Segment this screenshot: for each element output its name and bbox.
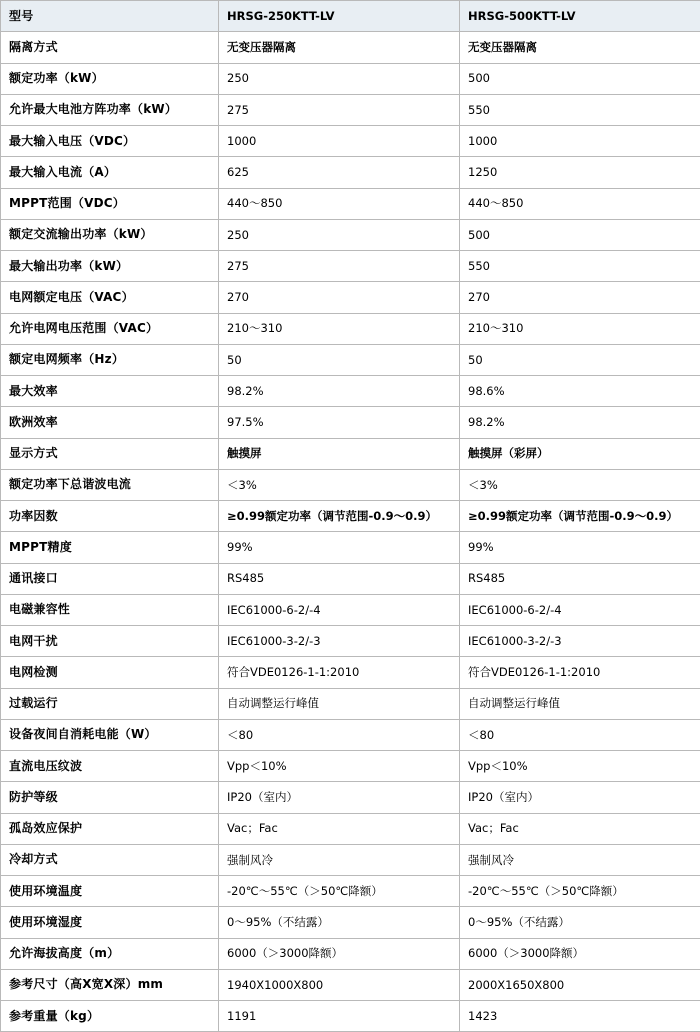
row-label: 防护等级	[1, 782, 219, 813]
row-value-model-2: 550	[460, 251, 700, 282]
table-row	[1, 969, 700, 1000]
row-label: MPPT范围（VDC）	[1, 188, 219, 219]
row-label: 电网干扰	[1, 626, 219, 657]
table-row	[1, 438, 700, 469]
row-value-model-2: 0～95%（不结露）	[460, 907, 700, 938]
row-value-model-1: ＜80	[219, 719, 460, 750]
row-value-model-1: -20℃～55℃（＞50℃降额）	[219, 876, 460, 907]
table-row	[1, 344, 700, 375]
table-row	[1, 719, 700, 750]
row-value-model-2: RS485	[460, 563, 700, 594]
row-value-model-2: 无变压器隔离	[460, 32, 700, 63]
row-value-model-2: 550	[460, 94, 700, 125]
table-row	[1, 563, 700, 594]
table-row	[1, 32, 700, 63]
table-row	[1, 532, 700, 563]
row-value-model-1: 250	[219, 63, 460, 94]
row-value-model-2: 1423	[460, 1001, 700, 1032]
row-label: 允许电网电压范围（VAC）	[1, 313, 219, 344]
row-value-model-2: 500	[460, 219, 700, 250]
row-label: 额定功率（kW）	[1, 63, 219, 94]
table-body	[1, 1, 700, 1032]
row-value-model-1: IEC61000-3-2/-3	[219, 626, 460, 657]
table-row	[1, 813, 700, 844]
row-label: 额定功率下总谐波电流	[1, 469, 219, 500]
row-label: 欧洲效率	[1, 407, 219, 438]
table-row	[1, 1001, 700, 1032]
row-label: 允许最大电池方阵功率（kW）	[1, 94, 219, 125]
table-row	[1, 907, 700, 938]
row-value-model-2: 98.2%	[460, 407, 700, 438]
row-label: 参考重量（kg）	[1, 1001, 219, 1032]
row-value-model-2: HRSG-500KTT-LV	[460, 1, 700, 32]
table-row	[1, 782, 700, 813]
table-row	[1, 938, 700, 969]
row-value-model-2: Vac；Fac	[460, 813, 700, 844]
table-row	[1, 469, 700, 500]
row-value-model-1: 6000（＞3000降额）	[219, 938, 460, 969]
table-row	[1, 626, 700, 657]
row-label: 隔离方式	[1, 32, 219, 63]
row-value-model-1: 符合VDE0126-1-1:2010	[219, 657, 460, 688]
row-value-model-2: 1250	[460, 157, 700, 188]
row-value-model-2: 500	[460, 63, 700, 94]
row-value-model-2: 触摸屏（彩屏）	[460, 438, 700, 469]
row-value-model-2: 210～310	[460, 313, 700, 344]
row-value-model-1: 97.5%	[219, 407, 460, 438]
row-label: 显示方式	[1, 438, 219, 469]
row-value-model-1: 1000	[219, 126, 460, 157]
row-value-model-2: ≥0.99额定功率（调节范围-0.9～0.9）	[460, 501, 700, 532]
table-row	[1, 1, 700, 32]
table-row	[1, 688, 700, 719]
row-label: 电磁兼容性	[1, 594, 219, 625]
row-value-model-1: 自动调整运行峰值	[219, 688, 460, 719]
row-value-model-2: 6000（＞3000降额）	[460, 938, 700, 969]
table-row	[1, 157, 700, 188]
row-value-model-2: IP20（室内）	[460, 782, 700, 813]
row-value-model-1: HRSG-250KTT-LV	[219, 1, 460, 32]
row-value-model-2: 99%	[460, 532, 700, 563]
row-value-model-2: 2000X1650X800	[460, 969, 700, 1000]
row-value-model-2: 440～850	[460, 188, 700, 219]
table-row	[1, 407, 700, 438]
row-value-model-1: 270	[219, 282, 460, 313]
row-label: 设备夜间自消耗电能（W）	[1, 719, 219, 750]
table-row	[1, 63, 700, 94]
row-value-model-2: 符合VDE0126-1-1:2010	[460, 657, 700, 688]
row-value-model-1: 50	[219, 344, 460, 375]
row-label: 电网检测	[1, 657, 219, 688]
table-row	[1, 219, 700, 250]
row-value-model-2: -20℃～55℃（＞50℃降额）	[460, 876, 700, 907]
table-row	[1, 844, 700, 875]
row-value-model-1: 无变压器隔离	[219, 32, 460, 63]
table-row	[1, 376, 700, 407]
table-row	[1, 188, 700, 219]
row-value-model-1: 210～310	[219, 313, 460, 344]
row-value-model-1: Vpp＜10%	[219, 751, 460, 782]
row-value-model-1: 0～95%（不结露）	[219, 907, 460, 938]
row-value-model-1: IP20（室内）	[219, 782, 460, 813]
table-row	[1, 313, 700, 344]
row-value-model-1: ≥0.99额定功率（调节范围-0.9～0.9）	[219, 501, 460, 532]
row-value-model-2: 自动调整运行峰值	[460, 688, 700, 719]
row-label: 最大输入电压（VDC）	[1, 126, 219, 157]
row-value-model-1: 250	[219, 219, 460, 250]
row-value-model-1: 440～850	[219, 188, 460, 219]
row-label: 使用环境湿度	[1, 907, 219, 938]
table-row	[1, 501, 700, 532]
table-row	[1, 94, 700, 125]
row-value-model-1: 触摸屏	[219, 438, 460, 469]
row-label: 额定交流输出功率（kW）	[1, 219, 219, 250]
row-value-model-1: 1940X1000X800	[219, 969, 460, 1000]
table-row	[1, 251, 700, 282]
row-value-model-2: ＜80	[460, 719, 700, 750]
row-value-model-1: 98.2%	[219, 376, 460, 407]
row-label: 电网额定电压（VAC）	[1, 282, 219, 313]
row-label: 额定电网频率（Hz）	[1, 344, 219, 375]
row-value-model-2: IEC61000-3-2/-3	[460, 626, 700, 657]
table-row	[1, 282, 700, 313]
row-label: 孤岛效应保护	[1, 813, 219, 844]
row-value-model-1: 强制风冷	[219, 844, 460, 875]
row-value-model-2: IEC61000-6-2/-4	[460, 594, 700, 625]
row-label: 最大输出功率（kW）	[1, 251, 219, 282]
row-value-model-1: ＜3%	[219, 469, 460, 500]
row-label: 使用环境温度	[1, 876, 219, 907]
row-label: 参考尺寸（高X宽X深）mm	[1, 969, 219, 1000]
row-value-model-1: 99%	[219, 532, 460, 563]
row-value-model-2: 50	[460, 344, 700, 375]
row-label: 过载运行	[1, 688, 219, 719]
row-value-model-1: 275	[219, 94, 460, 125]
row-label: 直流电压纹波	[1, 751, 219, 782]
row-value-model-2: 98.6%	[460, 376, 700, 407]
row-label: 冷却方式	[1, 844, 219, 875]
table-row	[1, 126, 700, 157]
row-value-model-1: RS485	[219, 563, 460, 594]
row-label: 功率因数	[1, 501, 219, 532]
row-label: 最大输入电流（A）	[1, 157, 219, 188]
row-value-model-1: IEC61000-6-2/-4	[219, 594, 460, 625]
row-label: 型号	[1, 1, 219, 32]
table-row	[1, 876, 700, 907]
table-row	[1, 751, 700, 782]
row-value-model-1: 275	[219, 251, 460, 282]
row-value-model-1: 1191	[219, 1001, 460, 1032]
row-label: MPPT精度	[1, 532, 219, 563]
row-label: 允许海拔高度（m）	[1, 938, 219, 969]
row-value-model-1: Vac；Fac	[219, 813, 460, 844]
row-value-model-1: 625	[219, 157, 460, 188]
row-value-model-2: Vpp＜10%	[460, 751, 700, 782]
row-value-model-2: ＜3%	[460, 469, 700, 500]
row-value-model-2: 1000	[460, 126, 700, 157]
row-value-model-2: 270	[460, 282, 700, 313]
row-label: 最大效率	[1, 376, 219, 407]
table-row	[1, 657, 700, 688]
table-row	[1, 594, 700, 625]
row-label: 通讯接口	[1, 563, 219, 594]
row-value-model-2: 强制风冷	[460, 844, 700, 875]
